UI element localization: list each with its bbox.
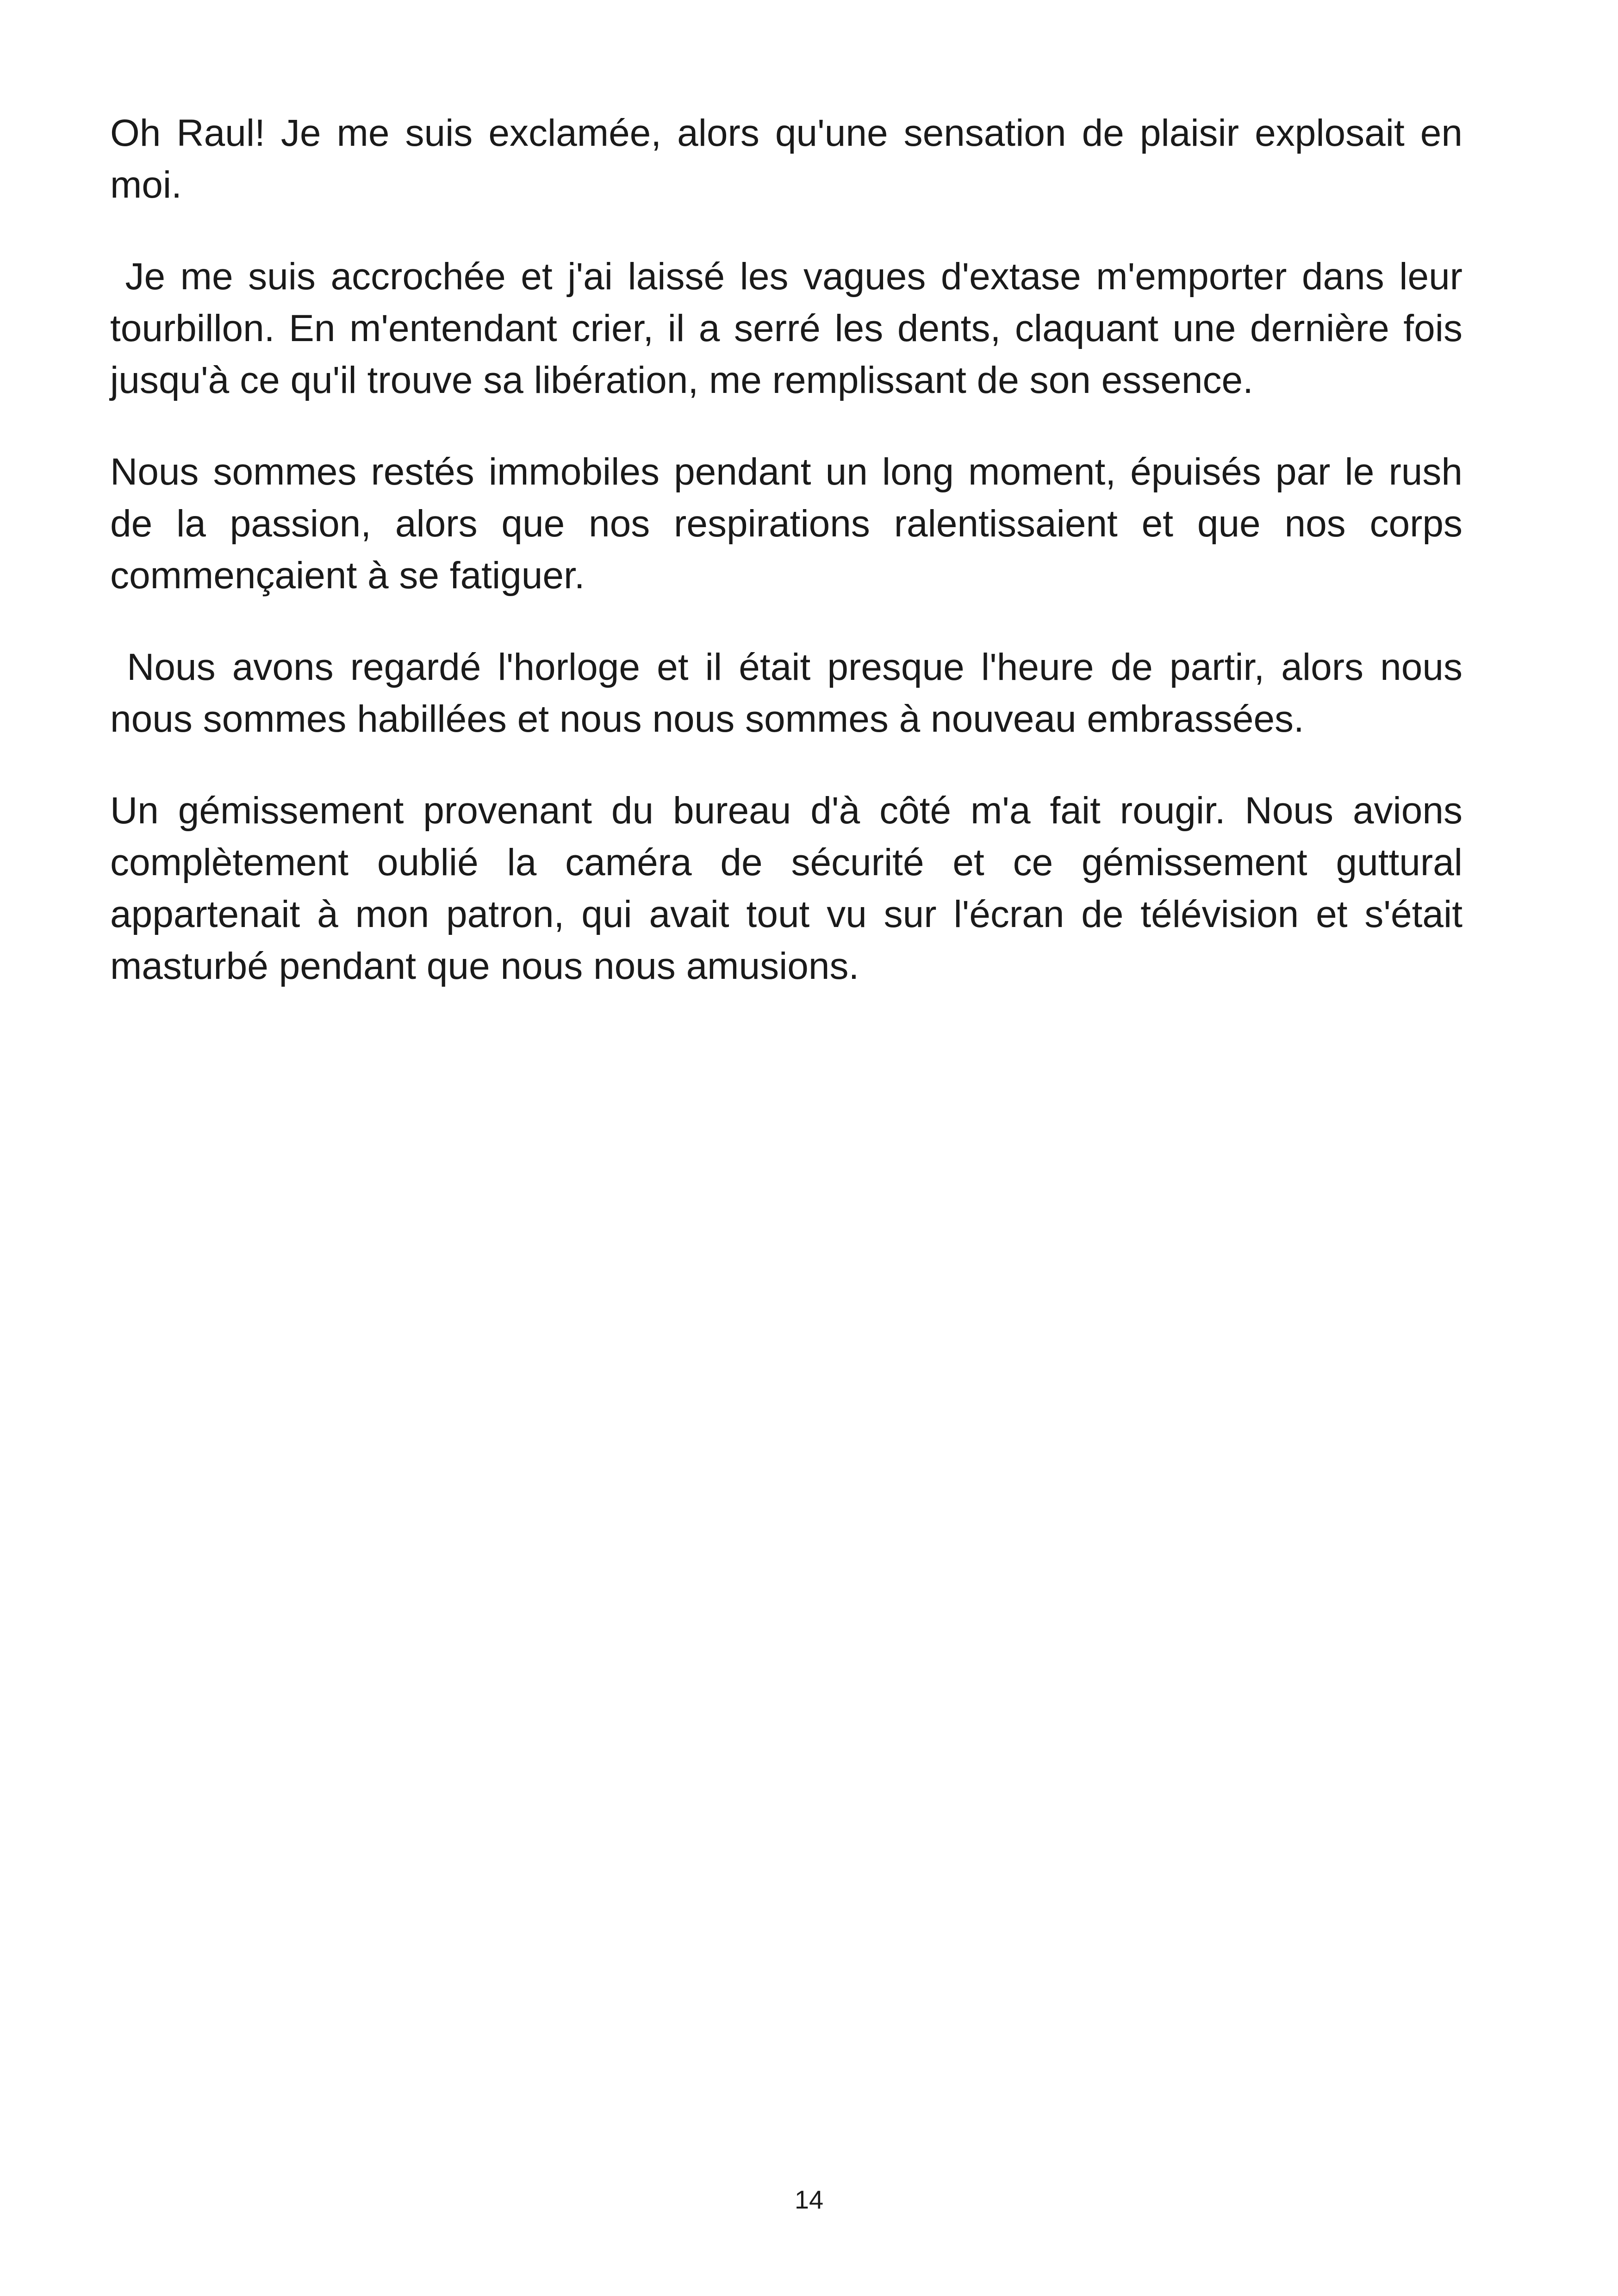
paragraph: Oh Raul! Je me suis exclamée, alors qu'une sensation de plaisir explosait en moi. — [110, 112, 1473, 206]
paragraph: Je me suis accrochée et j'ai laissé les vagues d'extase m'emporter dans leur tourbillon. En m'entendant crier, il a serré les dents, claquant une dernière fois jusqu'à ce qu'il trouve sa libération, me remplissant de son essence. — [110, 255, 1473, 401]
paragraph: Un gémissement provenant du bureau d'à côté m'a fait rougir. Nous avions complètement oublié la caméra de sécurité et ce gémissement guttural appartenait à mon patron, qui avait tout vu sur l'écran de télévision et s'était masturbé pendant que nous nous amusions. — [110, 790, 1473, 987]
page-number: 14 — [794, 2185, 824, 2214]
paragraph: Nous sommes restés immobiles pendant un long moment, épuisés par le rush de la passion, alors que nos respirations ralentissaient et que nos corps commençaient à se fatiguer. — [110, 451, 1473, 597]
paragraph: Nous avons regardé l'horloge et il était presque l'heure de partir, alors nous nous sommes habillées et nous nous sommes à nouveau embrassées. — [110, 646, 1473, 740]
body-text — [110, 107, 1473, 1032]
